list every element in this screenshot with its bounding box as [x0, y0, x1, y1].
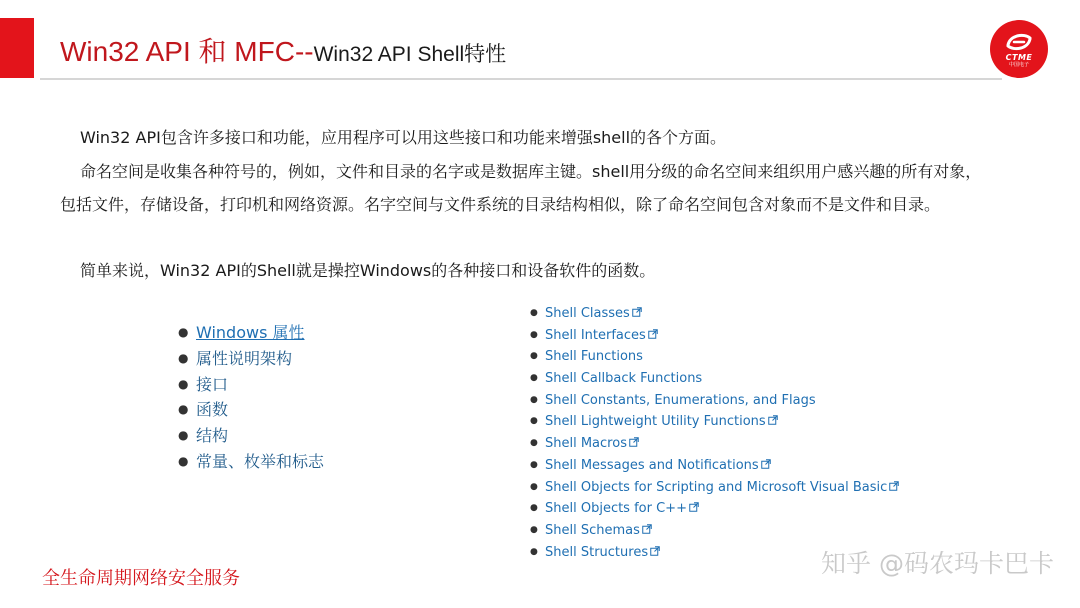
shell-link[interactable]: Shell Structures: [545, 544, 649, 560]
list-item[interactable]: [530, 520, 899, 542]
bullet-icon: ●: [530, 459, 538, 470]
bullet-icon: ●: [178, 453, 189, 468]
list-item[interactable]: [178, 423, 324, 449]
title-accent-bar: [0, 18, 34, 78]
title-divider: [40, 78, 1002, 80]
list-item[interactable]: [530, 498, 899, 520]
external-link-icon: [650, 542, 660, 564]
external-link-icon: [632, 303, 642, 325]
shell-reference-list: [530, 303, 899, 563]
list-item-label[interactable]: 函数: [196, 400, 229, 420]
list-item[interactable]: [178, 346, 324, 372]
shell-link[interactable]: Shell Objects for C++: [545, 501, 687, 517]
list-item-label[interactable]: 属性说明架构: [196, 348, 293, 368]
external-link-icon: [642, 520, 652, 542]
swirl-icon: [1004, 31, 1034, 53]
list-item[interactable]: [178, 320, 324, 346]
list-item[interactable]: [178, 372, 324, 398]
list-item[interactable]: [530, 325, 899, 347]
bullet-icon: ●: [178, 402, 189, 417]
external-link-icon: [889, 477, 899, 499]
bullet-icon: ●: [530, 416, 538, 427]
list-item[interactable]: [530, 368, 899, 390]
paragraph-2: 命名空间是收集各种符号的，例如，文件和目录的名字或是数据库主键。shell用分级的命名空间来组织用户感兴趣的所有对象，包括文件，存储设备，打印机和网络资源。名字空间与文件系统的目录结构相似，除了命名空间包含对象而不是文件和目录。: [60, 162, 982, 214]
bullet-icon: ●: [530, 329, 538, 340]
bullet-icon: ●: [530, 546, 538, 557]
slide-title-sub: Win32 API Shell特性: [313, 43, 507, 66]
external-link-icon: [768, 411, 778, 433]
bullet-icon: ●: [530, 481, 538, 492]
list-item[interactable]: [530, 303, 899, 325]
paragraph-1: Win32 API包含许多接口和功能，应用程序可以用这些接口和功能来增强shell的各个方面。: [80, 128, 727, 147]
bullet-icon: ●: [178, 325, 189, 339]
slide-title: [60, 34, 506, 66]
list-item[interactable]: [530, 411, 899, 433]
windows-property-list: [178, 320, 324, 475]
shell-link[interactable]: Shell Interfaces: [545, 327, 646, 343]
paragraph-3: 简单来说，Win32 API的Shell就是操控Windows的各种接口和设备软件的函数。: [80, 261, 656, 280]
watermark: 知乎 @码农玛卡巴卡: [821, 549, 1054, 578]
logo-cn: 中国电子: [1008, 61, 1029, 68]
list-item-label[interactable]: 结构: [196, 426, 229, 446]
bullet-icon: ●: [530, 308, 538, 318]
shell-link[interactable]: Shell Objects for Scripting and Microsoft Visual Basic: [545, 479, 888, 495]
logo-brand: CTME: [1005, 52, 1033, 62]
external-link-icon: [761, 455, 771, 477]
bullet-icon: ●: [178, 376, 189, 391]
list-item[interactable]: [530, 477, 899, 499]
list-item-label[interactable]: 接口: [196, 374, 229, 394]
bullet-icon: ●: [178, 350, 189, 365]
bullet-icon: ●: [530, 524, 538, 535]
external-link-icon: [629, 433, 639, 455]
shell-link[interactable]: Shell Messages and Notifications: [545, 457, 759, 473]
list-item[interactable]: [178, 397, 324, 423]
list-item[interactable]: [530, 455, 899, 477]
bullet-icon: ●: [530, 503, 538, 514]
shell-link[interactable]: Shell Constants, Enumerations, and Flags: [545, 392, 816, 408]
shell-link[interactable]: Shell Classes: [545, 306, 630, 321]
link-windows-properties[interactable]: Windows 属性: [196, 323, 305, 342]
shell-link[interactable]: Shell Functions: [545, 349, 643, 365]
bullet-icon: ●: [530, 438, 538, 449]
shell-link[interactable]: Shell Callback Functions: [545, 371, 703, 387]
list-item[interactable]: [178, 449, 324, 475]
list-item-label[interactable]: 常量、枚举和标志: [196, 451, 325, 471]
ctme-logo: [990, 20, 1048, 78]
bullet-icon: ●: [178, 428, 189, 443]
shell-link[interactable]: Shell Macros: [545, 436, 627, 452]
slide-title-main: Win32 API 和 MFC--: [60, 36, 314, 67]
list-item[interactable]: [530, 433, 899, 455]
shell-link[interactable]: Shell Schemas: [545, 522, 640, 538]
list-item[interactable]: [530, 390, 899, 412]
list-item[interactable]: [530, 346, 899, 368]
bullet-icon: ●: [530, 394, 538, 405]
footer-slogan: 全生命周期网络安全服务: [42, 568, 240, 589]
bullet-icon: ●: [530, 373, 538, 384]
shell-link[interactable]: Shell Lightweight Utility Functions: [545, 414, 766, 430]
external-link-icon: [689, 498, 699, 520]
external-link-icon: [648, 325, 658, 347]
bullet-icon: ●: [530, 351, 538, 362]
